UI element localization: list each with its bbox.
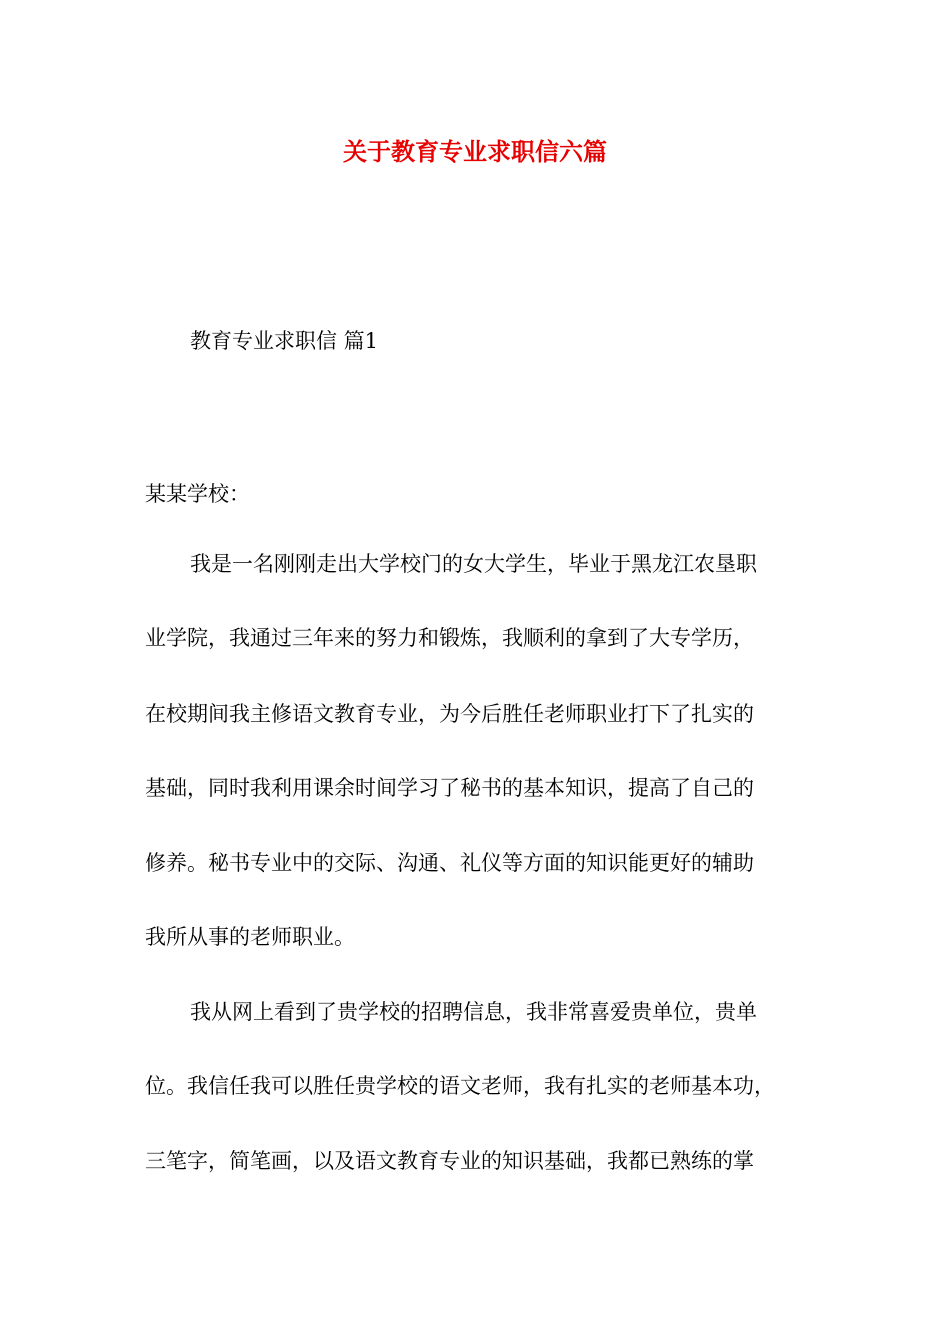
document-title: 关于教育专业求职信六篇 xyxy=(343,137,607,166)
paragraph-line: 我从网上看到了贵学校的招聘信息，我非常喜爱贵单位，贵单 xyxy=(190,1000,757,1024)
paragraph-line: 位。我信任我可以胜任贵学校的语文老师，我有扎实的老师基本功， xyxy=(145,1074,775,1098)
paragraph-line: 业学院，我通过三年来的努力和锻炼，我顺利的拿到了大专学历， xyxy=(145,626,754,650)
paragraph-line: 三笔字，简笔画，以及语文教育专业的知识基础，我都已熟练的掌 xyxy=(145,1149,754,1173)
paragraph-line: 在校期间我主修语文教育专业，为今后胜任老师职业打下了扎实的 xyxy=(145,702,754,726)
section-heading: 教育专业求职信 篇1 xyxy=(190,329,379,353)
paragraph-line: 我是一名刚刚走出大学校门的女大学生，毕业于黑龙江农垦职 xyxy=(190,552,757,576)
paragraph-line: 基础，同时我利用课余时间学习了秘书的基本知识，提高了自己的 xyxy=(145,776,754,800)
paragraph-line: 我所从事的老师职业。 xyxy=(145,925,355,949)
salutation: 某某学校： xyxy=(145,482,250,506)
paragraph-line: 修养。秘书专业中的交际、沟通、礼仪等方面的知识能更好的辅助 xyxy=(145,851,754,875)
